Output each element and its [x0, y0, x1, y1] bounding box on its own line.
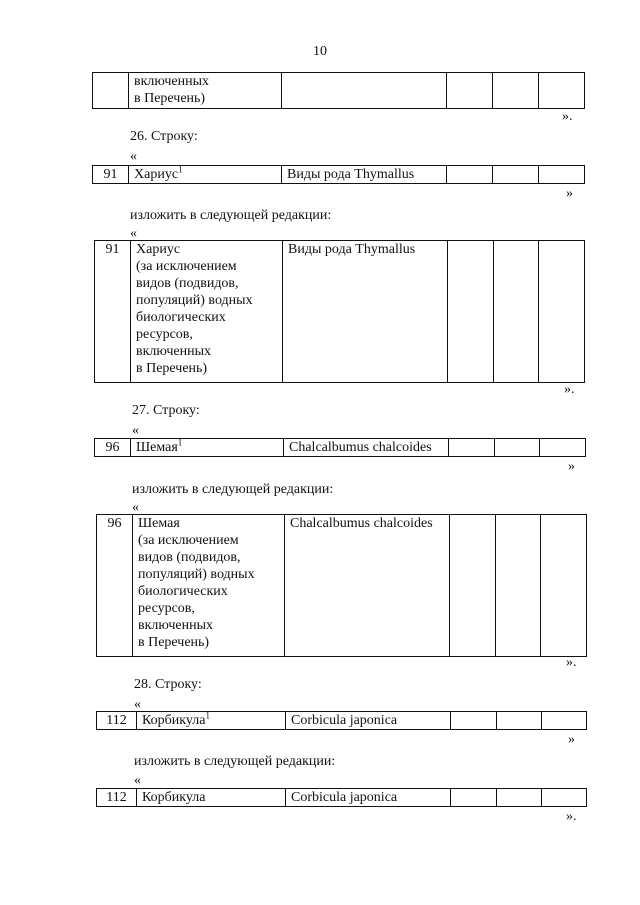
num-cell: 112: [97, 789, 137, 807]
opening-quote: «: [134, 697, 141, 712]
opening-quote: «: [130, 149, 137, 164]
name-cell: включенных в Перечень): [129, 73, 282, 109]
empty-cell: [496, 515, 541, 657]
num-cell: 96: [97, 515, 133, 657]
table-row: [95, 241, 585, 383]
empty-cell: [542, 712, 587, 730]
num-cell: 91: [95, 241, 131, 383]
empty-cell: [447, 73, 493, 109]
edit-phrase: изложить в следующей редакции:: [130, 208, 332, 223]
empty-cell: [450, 515, 496, 657]
footnote-mark: 1: [178, 164, 183, 175]
empty-cell: [497, 789, 542, 807]
empty-cell: [541, 515, 587, 657]
empty-cell: [539, 241, 585, 383]
empty-cell: [447, 166, 493, 184]
footnote-mark: 1: [177, 437, 183, 448]
footnote-mark: 1: [205, 710, 210, 721]
closing-quote: »: [568, 459, 575, 474]
name-cell: Корбикула: [137, 789, 286, 807]
empty-cell: [451, 712, 497, 730]
empty-cell: [497, 712, 542, 730]
closing-quote: »: [568, 732, 575, 747]
edit-phrase: изложить в следующей редакции:: [132, 482, 334, 497]
name-cell: [131, 439, 284, 457]
table-row: [97, 789, 587, 807]
empty-cell: [494, 241, 539, 383]
opening-quote: «: [130, 226, 137, 241]
latin-cell: Chalcalbumus chalcoides: [285, 515, 450, 657]
table-row: [93, 166, 585, 184]
closing-quote: ».: [566, 655, 577, 670]
species-name: Корбикула: [142, 713, 206, 728]
edit-phrase: изложить в следующей редакции:: [134, 754, 336, 769]
closing-quote: »: [566, 186, 573, 201]
continued-table: [92, 72, 585, 109]
latin-cell: Виды рода Thymallus: [282, 166, 447, 184]
latin-cell: Chalcalbumus chalcoides: [284, 439, 449, 457]
opening-quote: «: [132, 500, 139, 515]
closing-quote: ».: [566, 809, 577, 824]
latin-cell: Corbicula japonica: [286, 712, 451, 730]
new-row-table: [94, 240, 585, 383]
num-cell: [93, 73, 129, 109]
closing-quote: ».: [564, 382, 575, 397]
empty-cell: [448, 241, 494, 383]
table-row: [93, 73, 585, 109]
table-row: [97, 712, 587, 730]
opening-quote: «: [134, 773, 141, 788]
empty-cell: [495, 439, 540, 457]
latin-cell: Corbicula japonica: [286, 789, 451, 807]
name-cell: [129, 166, 282, 184]
empty-cell: [540, 439, 586, 457]
species-name: Шемая: [136, 440, 178, 455]
table-row: [95, 439, 586, 457]
old-row-table: [94, 438, 586, 457]
name-cell: [137, 712, 286, 730]
num-cell: 96: [95, 439, 131, 457]
empty-cell: [451, 789, 497, 807]
closing-quote: ».: [562, 109, 573, 124]
page-number: 10: [313, 44, 327, 59]
species-name: Хариус: [134, 167, 179, 182]
old-row-table: [96, 711, 587, 730]
empty-cell: [542, 789, 587, 807]
old-row-table: [92, 165, 585, 184]
latin-cell: [282, 73, 447, 109]
new-row-table: [96, 514, 587, 657]
section-heading: 26. Строку:: [130, 129, 198, 144]
opening-quote: «: [132, 423, 139, 438]
latin-cell: Виды рода Thymallus: [283, 241, 448, 383]
section-heading: 28. Строку:: [134, 677, 202, 692]
section-heading: 27. Строку:: [132, 403, 200, 418]
table-row: [97, 515, 587, 657]
name-cell: Шемая (за исключением видов (подвидов, популяций) водных биологических ресурсов, включенных в Перечень): [133, 515, 285, 657]
new-row-table: [96, 788, 587, 807]
empty-cell: [449, 439, 495, 457]
empty-cell: [539, 166, 585, 184]
name-cell: Хариус (за исключением видов (подвидов, популяций) водных биологических ресурсов, включенных в Перечень): [131, 241, 283, 383]
empty-cell: [539, 73, 585, 109]
num-cell: 91: [93, 166, 129, 184]
empty-cell: [493, 166, 539, 184]
num-cell: 112: [97, 712, 137, 730]
empty-cell: [493, 73, 539, 109]
